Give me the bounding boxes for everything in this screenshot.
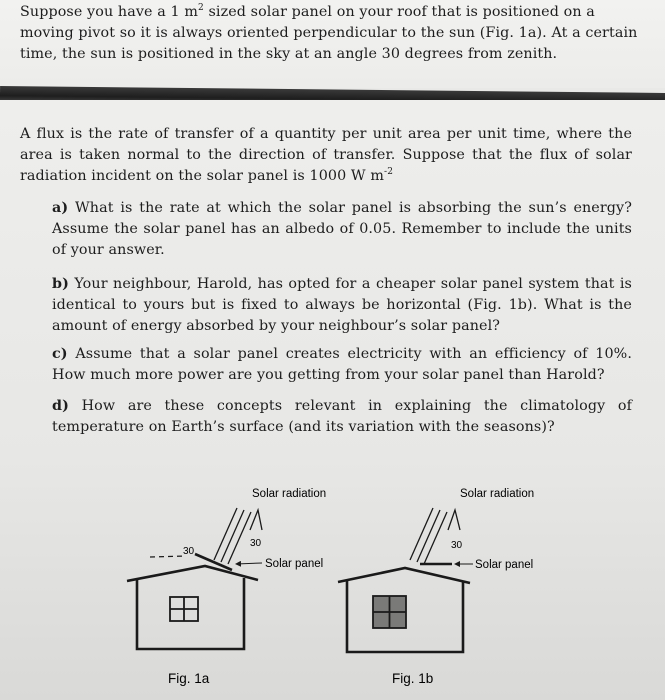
figure-1b: [338, 488, 534, 686]
question-b: [52, 274, 632, 337]
flux-text: A flux is the rate of transfer of a quantity per unit area per unit time, where the area is taken normal to the direction of transfer. Suppose that the flux of solar radiation incident on the solar panel is 1000 W m: [20, 126, 632, 184]
flux-definition: [20, 124, 632, 187]
fig-b-panel-label: Solar panel: [475, 559, 534, 571]
solar-panel-figures: [0, 470, 665, 700]
fig-b-angle-label: 30: [451, 540, 463, 551]
intro-superscript: 2: [197, 3, 204, 14]
question-text: What is the rate at which the solar panel is absorbing the sun’s energy? Assume the solar panel has an albedo of 0.05. Remember to include the units of your answer.: [52, 200, 632, 258]
question-label: b): [52, 276, 69, 292]
fig-b-house-roof: [338, 568, 470, 583]
question-text: Assume that a solar panel creates electricity with an efficiency of 10%. How much more power are you getting from your solar panel than Harold?: [52, 346, 632, 383]
fig-a-angle-arc: [250, 510, 262, 530]
fig-b-angle-arc: [448, 510, 460, 530]
question-text: How are these concepts relevant in explaining the climatology of temperature on Earth’s surface (and its variation with the seasons)?: [52, 398, 632, 435]
fig-a-sun-rays: [214, 508, 251, 564]
problem-intro: [20, 2, 650, 65]
question-label: a): [52, 200, 69, 216]
question-c: [52, 344, 632, 386]
fig-a-panel-label: Solar panel: [265, 558, 324, 570]
fig-b-house-window: [373, 596, 406, 628]
fig-b-sun-rays: [410, 508, 447, 564]
fig-a-angle-label-left: 30: [183, 546, 195, 557]
fig-a-house-window: [170, 597, 198, 621]
question-d: [52, 396, 632, 438]
fig-b-caption: Fig. 1b: [392, 671, 434, 686]
fig-a-house-roof: [127, 566, 258, 581]
fig-b-radiation-label: Solar radiation: [460, 488, 535, 500]
fig-a-caption: Fig. 1a: [168, 671, 210, 686]
question-label: d): [52, 398, 69, 414]
fig-a-radiation-label: Solar radiation: [252, 488, 327, 500]
question-label: c): [52, 346, 68, 362]
question-text: Your neighbour, Harold, has opted for a cheaper solar panel system that is identical to yours but is fixed to always be horizontal (Fig. 1b). What is the amount of energy absorbed by your neighbour’s solar panel?: [52, 276, 632, 334]
intro-text-1: Suppose you have a 1 m: [20, 4, 198, 20]
flux-superscript: -2: [384, 167, 394, 178]
intro-text-2: sized solar panel on your roof that is positioned on a moving pivot so it is always oriented perpendicular to the sun (Fig. 1a). At a certain time, the sun is positioned in the sky at an angle 30 degrees from zenith.: [20, 4, 638, 62]
fig-a-angle-label-right: 30: [250, 538, 262, 549]
figure-1a: [127, 488, 326, 686]
fig-a-panel-arrow: [236, 563, 262, 564]
fig-a-house-walls: [137, 578, 244, 649]
fig-a-horizon-dashes: [150, 556, 186, 557]
question-a: [52, 198, 632, 261]
